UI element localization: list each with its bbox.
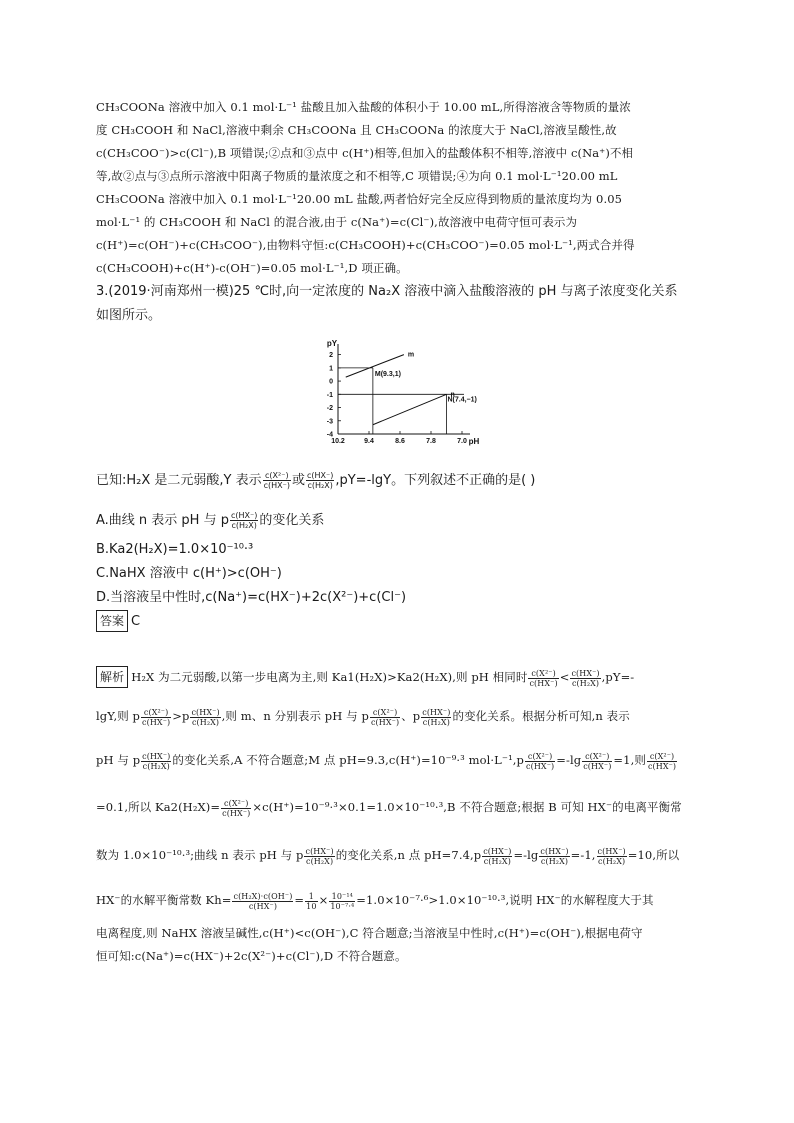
fraction-x2-hx	[525, 752, 555, 771]
fraction-hx-h2x	[190, 708, 220, 727]
frac-numerator: c(X²⁻)	[647, 752, 677, 762]
analysis-text: ×	[318, 893, 329, 907]
question-stem: 如图所示。	[96, 308, 162, 323]
analysis-text: ,则 m、n 分别表示 pH 与 p	[221, 709, 369, 723]
series-line-n	[373, 394, 447, 424]
frac-denominator: c(HX⁻)	[222, 808, 251, 818]
y-tick-label: 2	[329, 352, 333, 360]
frac-numerator: c(HX⁻)	[540, 846, 569, 856]
frac-numerator: c(X²⁻)	[525, 752, 555, 762]
frac-numerator: c(HX⁻)	[307, 471, 334, 480]
frac-numerator: c(H₂X)·c(OH⁻)	[233, 891, 293, 901]
frac-denominator: c(HX⁻)	[647, 761, 677, 771]
frac-numerator: c(HX⁻)	[597, 846, 626, 856]
frac-denominator: c(H₂X)	[422, 717, 450, 727]
frac-denominator: c(HX⁻)	[142, 717, 171, 727]
y-tick-label: -2	[326, 405, 333, 413]
prev-explanation-line: 度 CH₃COOH 和 NaCl,溶液中剩余 CH₃COONa 且 CH₃COONa 的浓度大于 NaCl,溶液呈酸性,故	[96, 123, 617, 137]
frac-numerator: c(X²⁻)	[221, 799, 251, 809]
analysis-text: H₂X 为二元弱酸,以第一步电离为主,则 Ka1(H₂X)>Ka2(H₂X),则 pH 相同时	[131, 670, 528, 684]
analysis-text: 、p	[401, 709, 421, 723]
frac-denominator: c(H₂X)	[142, 761, 170, 771]
analysis-line	[96, 738, 706, 782]
frac-numerator: c(HX⁻)	[571, 668, 600, 678]
y-tick-label: -4	[326, 431, 333, 439]
fraction-x2-hx	[370, 708, 400, 727]
frac-numerator: c(X²⁻)	[370, 708, 400, 718]
fraction-hx-h2x	[539, 847, 569, 866]
frac-denominator: c(HX⁻)	[583, 761, 612, 771]
analysis-text: =1.0×10⁻⁷·⁶>1.0×10⁻¹⁰·³,说明 HX⁻的水解程度大于其	[356, 893, 654, 907]
fraction-hx-h2x	[482, 847, 512, 866]
frac-denominator: c(H₂X)	[307, 481, 333, 490]
fraction-x2-hx	[528, 669, 558, 688]
fraction-x2-hx	[263, 471, 291, 490]
question-stem: 3.(2019·河南郑州一模)25 ℃时,向一定浓度的 Na₂X 溶液中滴入盐酸溶液的 pH 与离子浓度变化关系	[96, 284, 678, 299]
fraction-one-ten	[305, 892, 317, 911]
point-label: N(7.4,−1)	[447, 396, 477, 404]
analysis-line: 电离程度,则 NaHX 溶液呈碱性,c(H⁺)<c(OH⁻),C 符合题意;当溶液呈中性时,c(H⁺)=c(OH⁻),根据电荷守	[96, 926, 643, 940]
frac-denominator: c(H₂X)	[191, 717, 220, 727]
analysis-text: =0.1,所以 Ka2(H₂X)=	[96, 800, 221, 814]
known-text-b: ,pY=-lgY。下列叙述不正确的是( )	[335, 473, 536, 488]
analysis-tag: 解析	[96, 666, 128, 688]
analysis-line	[96, 878, 706, 922]
point-label: M(9.3,1)	[374, 370, 401, 378]
frac-numerator: c(HX⁻)	[191, 707, 220, 717]
option-d: D.当溶液呈中性时,c(Na⁺)=c(HX⁻)+2c(X²⁻)+c(Cl⁻)	[96, 590, 407, 605]
frac-numerator: 1	[305, 892, 317, 902]
frac-denominator: c(H₂X)	[305, 856, 334, 866]
answer-value: C	[131, 614, 141, 629]
frac-denominator: c(HX⁻)	[370, 717, 400, 727]
frac-denominator: c(HX⁻)	[526, 761, 555, 771]
answer-line	[96, 610, 716, 634]
analysis-text: 的变化关系。根据分析可知,n 表示	[452, 709, 630, 723]
analysis-text: =10,所以	[627, 848, 680, 862]
frac-numerator: c(HX⁻)	[483, 846, 512, 856]
fraction-hx-h2x	[421, 708, 451, 727]
fraction-x2-hx	[647, 752, 677, 771]
frac-denominator: 10	[306, 901, 317, 911]
series-label-m: m	[407, 351, 415, 359]
analysis-text: =-1,	[570, 848, 596, 862]
prev-explanation-line: 等,故②点与③点所示溶液中阳离子物质的量浓度之和不相等,C 项错误;④为向 0.1 mol·L⁻¹20.00 mL	[96, 169, 618, 183]
known-text-a: 已知:H₂X 是二元弱酸,Y 表示	[96, 473, 262, 488]
x-axis-label: pH	[468, 437, 480, 446]
frac-numerator: c(HX⁻)	[142, 751, 171, 761]
prev-explanation-line: c(CH₃COOH)+c(H⁺)-c(OH⁻)=0.05 mol·L⁻¹,D 项正确。	[96, 261, 408, 275]
fraction-kh	[232, 892, 293, 911]
analysis-text: ,pY=-	[601, 670, 635, 684]
analysis-text: =	[294, 893, 305, 907]
frac-denominator: c(H₂X)	[571, 678, 600, 688]
x-tick-label: 7.8	[426, 438, 436, 445]
analysis-text: <	[559, 670, 570, 684]
analysis-line	[96, 782, 706, 832]
frac-denominator: 10⁻⁷·⁴	[330, 901, 355, 911]
option-a	[96, 504, 716, 538]
fraction-hx-h2x	[597, 847, 627, 866]
analysis-text: 的变化关系,A 不符合题意;M 点 pH=9.3,c(H⁺)=10⁻⁹·³ mol·L⁻¹,p	[172, 753, 525, 767]
fraction-x2-hx	[582, 752, 612, 771]
y-tick-label: 1	[329, 365, 333, 373]
y-tick-label: 0	[329, 378, 333, 386]
fraction-hx-h2x	[570, 669, 600, 688]
frac-denominator: c(H₂X)	[483, 856, 511, 866]
analysis-text: >p	[172, 709, 190, 723]
y-tick-label: -1	[326, 391, 333, 399]
frac-denominator: c(HX⁻)	[248, 901, 278, 911]
option-a-text: A.曲线 n 表示 pH 与 p	[96, 513, 229, 528]
analysis-line	[96, 694, 706, 738]
x-tick-label: 7.0	[457, 438, 467, 445]
y-axis-label: pY	[326, 339, 338, 348]
option-b: B.Ka2(H₂X)=1.0×10⁻¹⁰·³	[96, 542, 254, 557]
ph-py-chart	[310, 336, 490, 456]
known-line	[96, 466, 716, 496]
frac-denominator: c(H₂X)	[540, 856, 569, 866]
prev-explanation-line: mol·L⁻¹ 的 CH₃COOH 和 NaCl 的混合液,由于 c(Na⁺)=c(Cl⁻),故溶液中电荷守恒可表示为	[96, 215, 578, 229]
x-tick-label: 10.2	[331, 438, 345, 445]
analysis-text: lgY,则 p	[96, 709, 141, 723]
analysis-line	[96, 660, 706, 694]
frac-numerator: c(X²⁻)	[141, 708, 171, 718]
frac-numerator: 10⁻¹⁴	[329, 892, 355, 902]
prev-explanation-line: c(CH₃COO⁻)>c(Cl⁻),B 项错误;②点和③点中 c(H⁺)相等,但加入的盐酸体积不相等,溶液中 c(Na⁺)不相	[96, 146, 634, 160]
prev-explanation-line: c(H⁺)=c(OH⁻)+c(CH₃COO⁻),由物料守恒:c(CH₃COOH)+c(CH₃COO⁻)=0.05 mol·L⁻¹,两式合并得	[96, 238, 635, 252]
frac-denominator: c(HX⁻)	[529, 678, 558, 688]
analysis-text: HX⁻的水解平衡常数 Kh=	[96, 893, 232, 907]
frac-numerator: c(HX⁻)	[230, 511, 258, 520]
frac-denominator: c(HX⁻)	[263, 481, 290, 490]
frac-numerator: c(X²⁻)	[582, 752, 612, 762]
x-tick-label: 8.6	[395, 438, 405, 445]
option-c: C.NaHX 溶液中 c(H⁺)>c(OH⁻)	[96, 566, 282, 581]
series-label-n: n	[450, 391, 455, 399]
analysis-line: 恒可知:c(Na⁺)=c(HX⁻)+2c(X²⁻)+c(Cl⁻),D 不符合题意。	[96, 949, 407, 963]
analysis-text: 的变化关系,n 点 pH=7.4,p	[335, 848, 482, 862]
fraction-hx-h2x	[230, 511, 258, 530]
frac-numerator: c(X²⁻)	[263, 471, 291, 481]
analysis-text: =-lg	[556, 753, 582, 767]
answer-tag: 答案	[96, 610, 128, 632]
known-or: 或	[291, 473, 305, 488]
analysis-line	[96, 832, 706, 878]
frac-numerator: c(HX⁻)	[305, 846, 334, 856]
frac-numerator: c(HX⁻)	[422, 707, 451, 717]
y-tick-label: -3	[326, 418, 333, 426]
fraction-hx-h2x	[141, 752, 171, 771]
fraction-powers	[329, 892, 355, 911]
frac-denominator: c(H₂X)	[598, 856, 626, 866]
prev-explanation-line: CH₃COONa 溶液中加入 0.1 mol·L⁻¹ 盐酸且加入盐酸的体积小于 10.00 mL,所得溶液含等物质的量浓	[96, 100, 631, 114]
fraction-hx-h2x	[304, 847, 334, 866]
analysis-text: pH 与 p	[96, 753, 141, 767]
option-a-tail: 的变化关系	[259, 513, 325, 528]
fraction-x2-hx	[221, 799, 251, 818]
analysis-text: =-lg	[513, 848, 539, 862]
analysis-text: 数为 1.0×10⁻¹⁰·³;曲线 n 表示 pH 与 p	[96, 848, 304, 862]
fraction-hx-h2x	[306, 471, 334, 490]
prev-explanation-line: CH₃COONa 溶液中加入 0.1 mol·L⁻¹20.00 mL 盐酸,两者恰好完全反应得到物质的量浓度均为 0.05	[96, 192, 623, 206]
fraction-x2-hx	[141, 708, 171, 727]
frac-numerator: c(X²⁻)	[528, 669, 558, 679]
x-tick-label: 9.4	[364, 438, 374, 445]
page-content	[96, 96, 696, 328]
analysis-text: ×c(H⁺)=10⁻⁹·³×0.1=1.0×10⁻¹⁰·³,B 不符合题意;根据 B 可知 HX⁻的电离平衡常	[252, 800, 682, 814]
analysis-text: =1,则	[613, 753, 646, 767]
frac-denominator: c(H₂X)	[231, 521, 257, 530]
